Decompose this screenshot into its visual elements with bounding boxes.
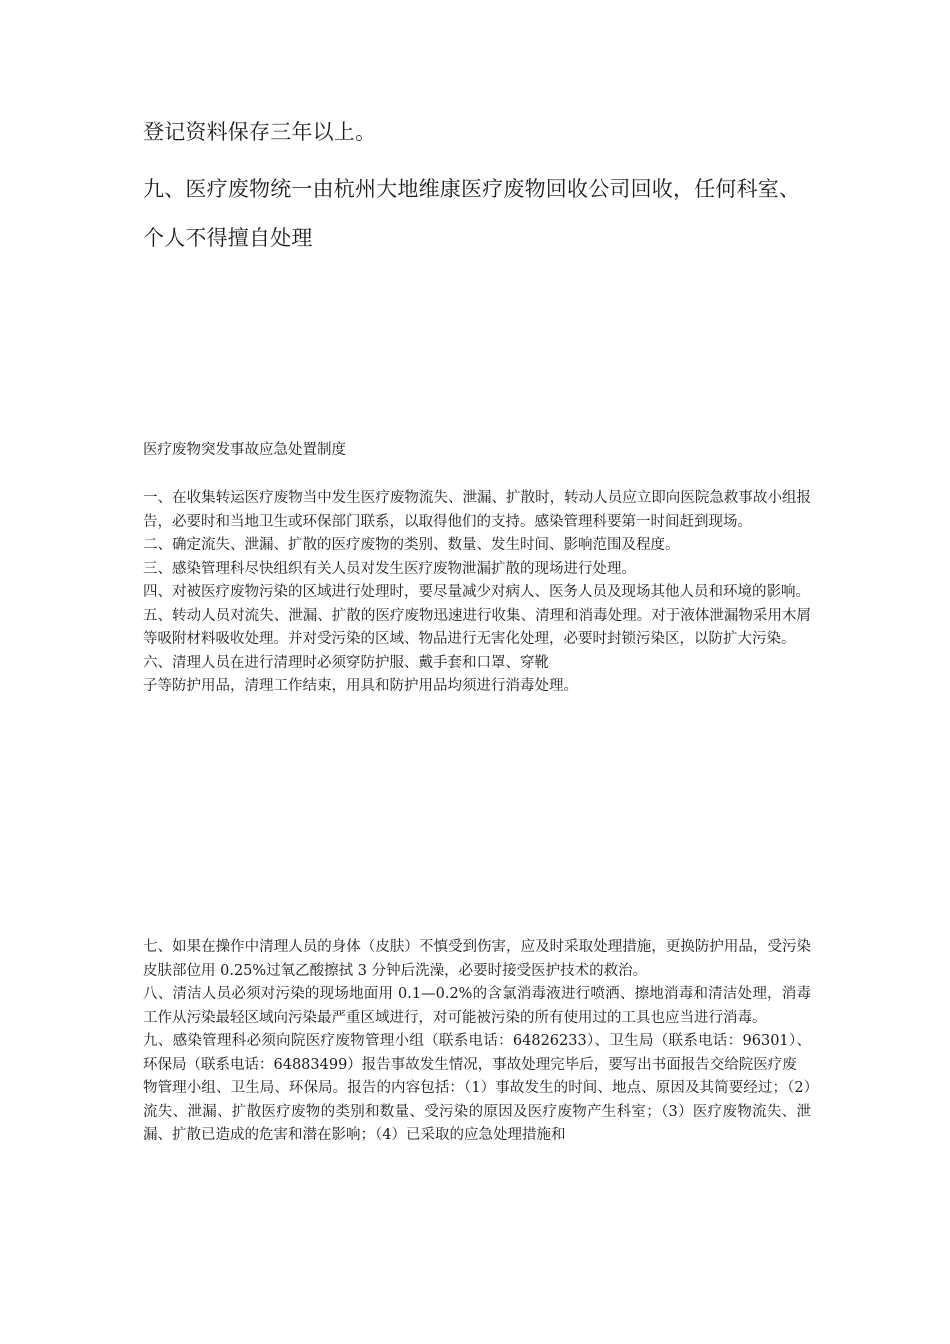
policy-item-6-continued: 子等防护用品，清理工作结束，用具和防护用品均须进行消毒处理。	[143, 678, 578, 694]
policy-item-6: 六、清理人员在进行清理时必须穿防护服、戴手套和口罩、穿靴	[143, 654, 549, 671]
policy-item-1: 一、在收集转运医疗废物当中发生医疗废物流失、泄漏、扩散时，转动人员应立即向医院急救事故小组报告，必要时和当地卫生或环保部门联系，以取得他们的支持。感染管理科要第一时间赶到现场。	[143, 490, 811, 530]
retention-note: 登记资料保存三年以上。	[143, 120, 377, 144]
section-title: 医疗废物突发事故应急处置制度	[143, 442, 346, 458]
policy-item-8: 八、清洁人员必须对污染的现场地面用 0.1—0.2%的含氯消毒液进行喷洒、擦地消毒和清洁处理，消毒工作从污染最轻区域向污染最严重区域进行，对可能被污染的所有使用过的工具也应当进行消毒。	[143, 986, 811, 1026]
policy-item-5: 五、转动人员对流失、泄漏、扩散的医疗废物迅速进行收集、清理和消毒处理。对于液体泄漏物采用木屑等吸附材料吸收处理。并对受污染的区域、物品进行无害化处理，必要时封锁污染区，以防扩大污染。	[143, 607, 811, 647]
disposal-rule-line-continued: 个人不得擅自处理	[143, 226, 313, 250]
policy-item-2: 二、确定流失、泄漏、扩散的医疗废物的类别、数量、发生时间、影响范围及程度。	[143, 537, 680, 553]
policy-items-block	[143, 487, 811, 699]
policy-item-4: 四、对被医疗废物污染的区域进行处理时，要尽量减少对病人、医务人员及现场其他人员和环境的影响。	[143, 584, 810, 600]
continuation-block	[143, 936, 811, 1148]
disposal-rule-line: 九、医疗废物统一由杭州大地维康医疗废物回收公司回收，任何科室、	[143, 177, 801, 201]
policy-item-9: 九、感染管理科必须向院医疗废物管理小组（联系电话：64826233）、卫生局（联系电话：96301）、环保局（联系电话：64883499）报告事故发生情况，事故处理完毕后，要写出书面报告交给院医疗废	[143, 1033, 811, 1073]
policy-item-9-continued: 物管理小组、卫生局、环保局。报告的内容包括：（1）事故发生的时间、地点、原因及其简要经过；（2）流失、泄漏、扩散医疗废物的类别和数量、受污染的原因及医疗废物产生科室；（3）医疗废物流失、泄漏、扩散已造成的危害和潜在影响；（4）已采取的应急处理措施和	[143, 1080, 811, 1143]
policy-item-7: 七、如果在操作中清理人员的身体（皮肤）不慎受到伤害，应及时采取处理措施，更换防护用品，受污染皮肤部位用 0.25%过氧乙酸擦拭 3 分钟后洗澡，必要时接受医护技术的救治。	[143, 939, 811, 979]
policy-item-3: 三、感染管理科尽快组织有关人员对发生医疗废物泄漏扩散的现场进行处理。	[143, 560, 636, 577]
